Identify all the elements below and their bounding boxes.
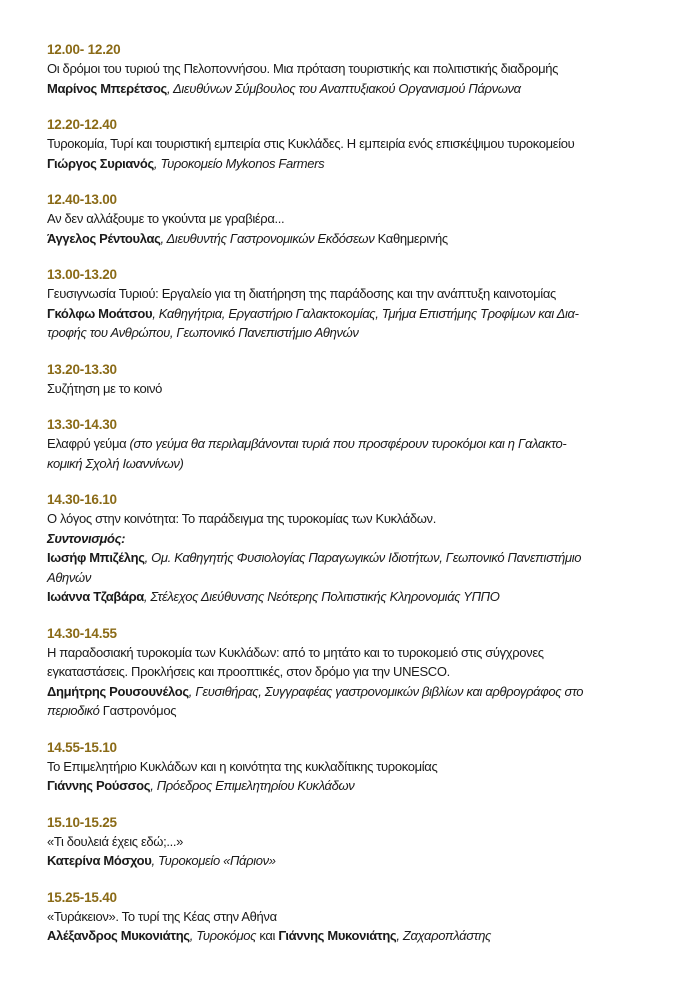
session-title: Αν δεν αλλάξουμε το γκούντα με γραβιέρα... <box>47 211 285 226</box>
session-time: 13.30-14.30 <box>47 417 117 432</box>
speaker-name: Μαρίνος Μπερέτσος <box>47 80 167 96</box>
speaker-name: Γιώργος Συριανός <box>47 155 154 171</box>
session <box>47 115 637 173</box>
session <box>47 624 637 721</box>
session-time: 13.20-13.30 <box>47 361 117 377</box>
session <box>47 360 637 399</box>
session <box>47 490 637 607</box>
session-title: «Τυράκειον». Το τυρί της Κέας στην Αθήνα <box>47 908 277 924</box>
session <box>47 888 637 946</box>
session <box>47 40 637 98</box>
speaker-role: , Τυροκομείο Mykonos Farmers <box>153 155 325 171</box>
moderator-line <box>47 587 637 607</box>
program-list <box>47 40 637 963</box>
session <box>47 738 637 796</box>
speaker-name: Αλέξανδρος Μυκονιάτης <box>47 928 190 943</box>
session-time: 15.25-15.40 <box>47 889 117 905</box>
session-title-continued: εγκαταστάσεις. Προκλήσεις και προοπτικές, στον δρόμο για την UNESCO. <box>47 664 450 679</box>
publication-name: Γαστρονόμος <box>99 703 177 718</box>
session-title: Συζήτηση με το κοινό <box>47 380 162 396</box>
moderation-label: Συντονισμός: <box>47 530 126 546</box>
speaker-role: , Τυροκομείο «Πάριον» <box>151 853 276 868</box>
speaker-line <box>47 229 637 249</box>
moderator-role: , Στέλεχος Διεύθυνσης Νεότερης Πολιτιστικής Κληρονομιάς ΥΠΠΟ <box>143 589 500 604</box>
moderator-name: Ιωάννα Τζαβάρα <box>47 589 144 604</box>
speaker-role: , Γευσιθήρας, Συγγραφέας γαστρονομικών βιβλίων και αρθρογράφος στο <box>188 683 584 699</box>
session <box>47 265 637 343</box>
speaker-role: , Διευθυντής Γαστρονομικών Εκδόσεων <box>160 230 375 246</box>
session-time: 12.20-12.40 <box>47 117 117 132</box>
speaker-role-continued: τροφής του Ανθρώπου, Γεωπονικό Πανεπιστήμιο Αθηνών <box>47 325 359 340</box>
speaker-line <box>47 926 637 946</box>
session <box>47 415 637 473</box>
speaker-line <box>47 79 637 99</box>
session <box>47 813 637 871</box>
session-title: Το Επιμελητήριο Κυκλάδων και η κοινότητα της κυκλαδίτικης τυροκομίας <box>47 758 438 774</box>
connector-text: και <box>256 928 279 943</box>
speaker-name: Γκόλφω Μοάτσου <box>47 305 153 321</box>
session-note: (στο γεύμα θα περιλαμβάνονται τυριά που προσφέρουν τυροκόμοι και η Γαλακτο- <box>129 436 567 451</box>
moderator-role-continued: Αθηνών <box>47 569 91 585</box>
speaker-role: , Τυροκόμος <box>189 928 257 943</box>
speaker-line <box>47 682 637 702</box>
speaker-line <box>47 154 637 174</box>
session <box>47 190 637 248</box>
speaker-name: Άγγελος Ρέντουλας <box>47 230 161 246</box>
session-time: 15.10-15.25 <box>47 814 117 830</box>
session-title: Ο λόγος στην κοινότητα: Το παράδειγμα της τυροκομίας των Κυκλάδων. <box>47 511 436 526</box>
speaker-line <box>47 776 637 796</box>
moderator-name: Ιωσήφ Μπιζέλης <box>47 550 145 565</box>
speaker-role: , Ζαχαροπλάστης <box>396 928 492 943</box>
session-time: 12.00- 12.20 <box>47 42 121 57</box>
session-time: 13.00-13.20 <box>47 267 117 282</box>
speaker-role-continued: περιοδικό <box>47 703 100 718</box>
speaker-name: Δημήτρης Ρουσουνέλος <box>47 683 189 699</box>
speaker-role: , Διευθύνων Σύμβουλος του Αναπτυξιακού Οργανισμού Πάρνωνα <box>166 80 521 96</box>
session-time: 14.30-16.10 <box>47 492 117 507</box>
session-time: 12.40-13.00 <box>47 192 117 207</box>
speaker-role: , Πρόεδρος Επιμελητηρίου Κυκλάδων <box>150 778 355 793</box>
speaker-name: Γιάννης Ρούσσος <box>47 778 151 793</box>
publication-name: Καθημερινής <box>374 230 448 246</box>
session-time: 14.55-15.10 <box>47 739 117 755</box>
speaker-name: Κατερίνα Μόσχου <box>47 853 152 868</box>
session-title: Οι δρόμοι του τυριού της Πελοποννήσου. Μια πρόταση τουριστικής και πολιτιστικής διαδρομής <box>47 61 559 76</box>
speaker-name: Γιάννης Μυκονιάτης <box>278 928 397 943</box>
moderator-line <box>47 548 637 568</box>
session-note-continued: κομική Σχολή Ιωαννίνων) <box>47 455 184 471</box>
speaker-line <box>47 304 637 324</box>
session-title: «Τι δουλειά έχεις εδώ;...» <box>47 833 184 849</box>
speaker-line <box>47 851 637 871</box>
session-title-line <box>47 434 637 454</box>
session-title: Τυροκομία, Τυρί και τουριστική εμπειρία στις Κυκλάδες. Η εμπειρία ενός επισκέψιμου τυροκομείου <box>47 136 575 151</box>
session-title: Ελαφρύ γεύμα <box>47 436 130 451</box>
session-time: 14.30-14.55 <box>47 625 117 641</box>
session-title: Γευσιγνωσία Τυριού: Εργαλείο για τη διατήρηση της παράδοσης και την ανάπτυξη καινοτομίας <box>47 286 556 301</box>
session-title: Η παραδοσιακή τυροκομία των Κυκλάδων: από το μητάτο και το τυροκομειό στις σύγχρονες <box>47 644 544 660</box>
speaker-role: , Καθηγήτρια, Εργαστήριο Γαλακτοκομίας, Τμήμα Επιστήμης Τροφίμων και Δια- <box>152 305 579 321</box>
moderator-role: , Ομ. Καθηγητής Φυσιολογίας Παραγωγικών Ιδιοτήτων, Γεωπονικό Πανεπιστήμιο <box>144 550 582 565</box>
speaker-role-line <box>47 701 637 721</box>
